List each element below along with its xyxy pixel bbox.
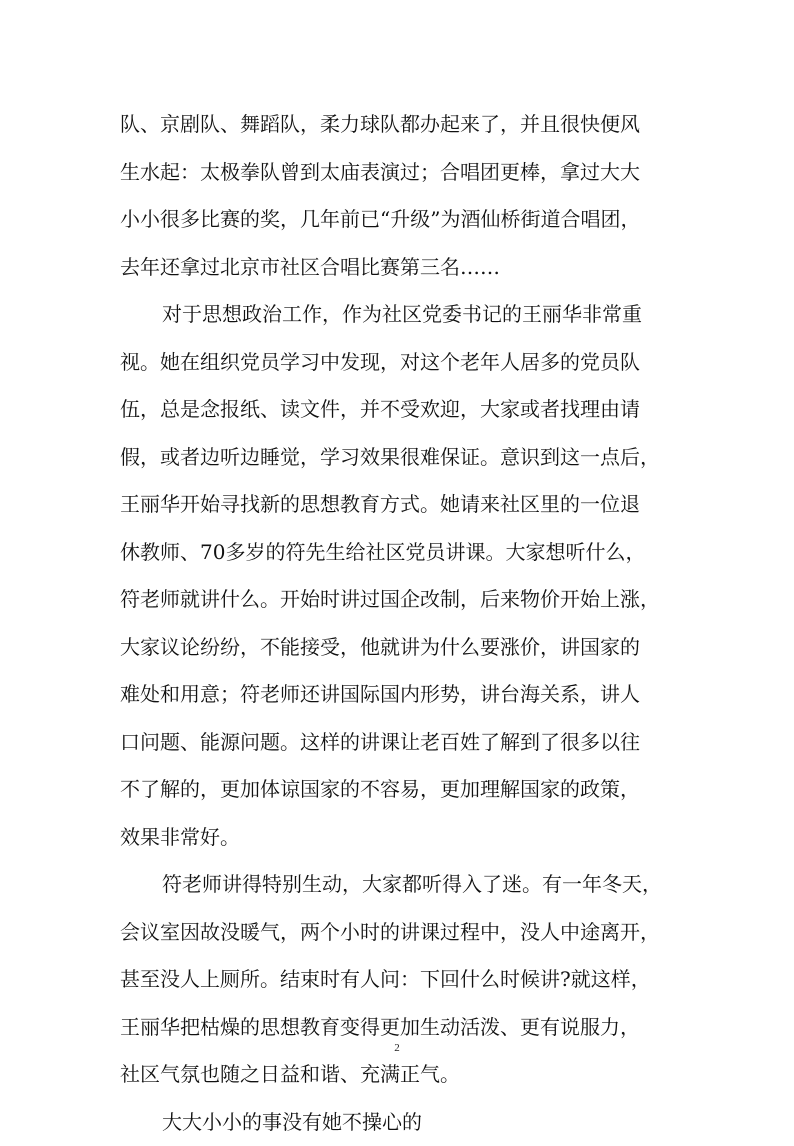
text-line: 效果非常好。 [120, 814, 680, 862]
text-line: 大家议论纷纷，不能接受，他就讲为什么要涨价，讲国家的 [120, 624, 680, 672]
text-line: 视。她在组织党员学习中发现，对这个老年人居多的党员队 [120, 339, 680, 387]
text-line: 伍，总是念报纸、读文件，并不受欢迎，大家或者找理由请 [120, 386, 680, 434]
text-line: 口问题、能源问题。这样的讲课让老百姓了解到了很多以往 [120, 719, 680, 767]
paragraph [120, 861, 680, 1099]
text-line: 王丽华开始寻找新的思想教育方式。她请来社区里的一位退 [120, 481, 680, 529]
text-line: 休教师、70多岁的符先生给社区党员讲课。大家想听什么， [120, 529, 680, 577]
text-line: 对于思想政治工作，作为社区党委书记的王丽华非常重 [120, 291, 680, 339]
body-text [120, 101, 680, 1146]
text-line: 假，或者边听边睡觉，学习效果很难保证。意识到这一点后， [120, 434, 680, 482]
text-line: 甚至没人上厕所。结束时有人问：下回什么时候讲?就这样， [120, 956, 680, 1004]
text-line: 符老师就讲什么。开始时讲过国企改制，后来物价开始上涨， [120, 576, 680, 624]
page-number: 2 [0, 1042, 794, 1054]
text-line: 小小很多比赛的奖，几年前已“升级”为酒仙桥街道合唱团， [120, 196, 680, 244]
text-line: 大大小小的事没有她不操心的 [120, 1099, 680, 1146]
text-line: 符老师讲得特别生动，大家都听得入了迷。有一年冬天， [120, 861, 680, 909]
text-line: 难处和用意；符老师还讲国际国内形势，讲台海关系，讲人 [120, 671, 680, 719]
text-line: 不了解的，更加体谅国家的不容易，更加理解国家的政策， [120, 766, 680, 814]
paragraph [120, 1099, 680, 1146]
text-line: 队、京剧队、舞蹈队，柔力球队都办起来了，并且很快便风 [120, 101, 680, 149]
text-line: 生水起：太极拳队曾到太庙表演过；合唱团更棒，拿过大大 [120, 149, 680, 197]
text-line: 去年还拿过北京市社区合唱比赛第三名…… [120, 244, 680, 292]
text-line: 会议室因故没暖气，两个小时的讲课过程中，没人中途离开， [120, 909, 680, 957]
text-line: 社区气氛也随之日益和谐、充满正气。 [120, 1051, 680, 1099]
text-line: 王丽华把枯燥的思想教育变得更加生动活泼、更有说服力， [120, 1004, 680, 1052]
paragraph [120, 101, 680, 291]
paragraph [120, 291, 680, 861]
